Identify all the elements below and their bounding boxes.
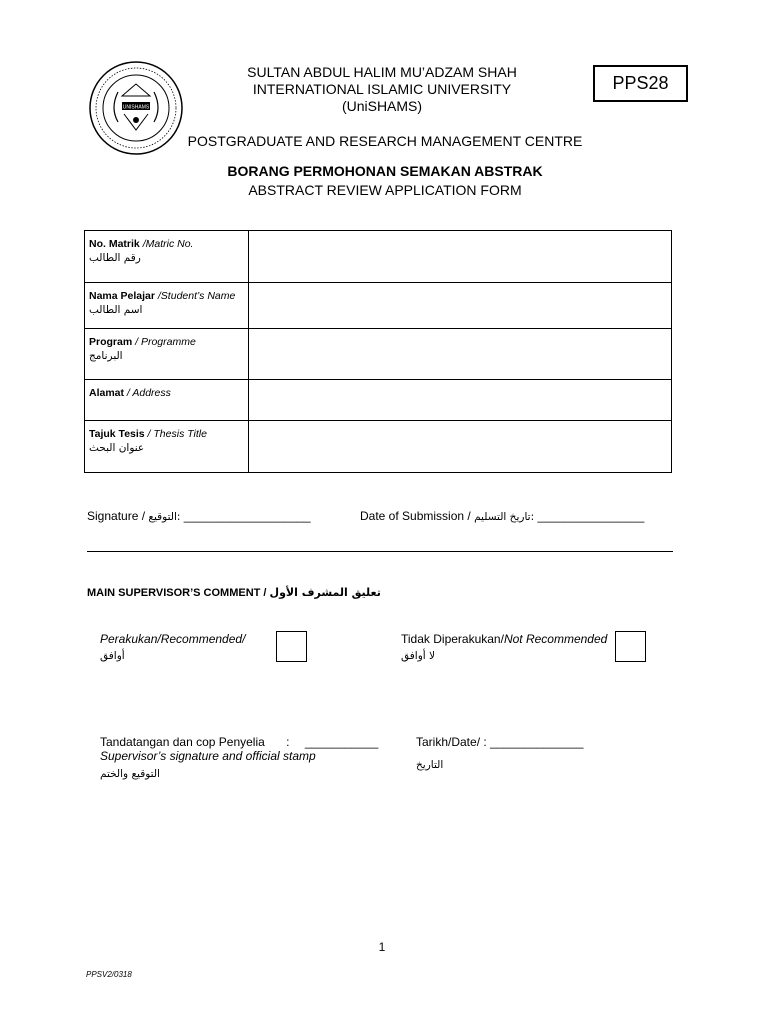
supervisor-date-label: Tarikh/Date/ : — [416, 735, 487, 749]
address-field[interactable] — [249, 380, 672, 421]
not-recommended-english: Not Recommended — [503, 632, 608, 646]
name-english: /Student’s Name — [157, 290, 236, 302]
recommended-arabic: أوافق — [100, 650, 125, 662]
thesis-english: / Thesis Title — [144, 428, 207, 440]
not-recommended-malay: Tidak Diperakukan/ — [401, 632, 504, 646]
matric-malay: No. Matrik — [89, 238, 140, 250]
university-name — [180, 64, 584, 115]
supervisor-date-row — [416, 735, 583, 749]
supervisor-sign-malay: Tandatangan dan cop Penyelia — [100, 735, 265, 749]
not-recommended-label — [401, 632, 607, 662]
signature-row — [87, 509, 311, 523]
form-code-box — [593, 65, 688, 102]
submission-label: Date of Submission / — [360, 509, 471, 523]
row-program — [85, 329, 672, 380]
address-english: / Address — [124, 387, 171, 399]
supervisor-sign-blank[interactable]: ___________ — [304, 735, 379, 749]
name-arabic: اسم الطالب — [89, 304, 143, 316]
name-field[interactable] — [249, 283, 672, 329]
name-malay: Nama Pelajar — [89, 290, 155, 302]
supervisor-date-blank[interactable]: ______________ — [490, 735, 584, 749]
row-thesis — [85, 421, 672, 473]
supervisor-signature-row — [100, 735, 378, 749]
program-field[interactable] — [249, 329, 672, 380]
not-recommended-checkbox[interactable] — [615, 631, 646, 662]
submission-arabic: تاريخ التسليم: — [474, 511, 535, 523]
university-line-3: (UniSHAMS) — [341, 98, 423, 114]
supervisor-heading-arabic: تعليق المشرف الأول — [269, 586, 381, 599]
supervisor-sign-arabic: التوقيع والختم — [100, 768, 160, 780]
supervisor-heading-text: MAIN SUPERVISOR’S COMMENT / — [87, 587, 267, 599]
form-code: PPS28 — [612, 73, 669, 93]
form-title-english: ABSTRACT REVIEW APPLICATION FORM — [248, 182, 522, 198]
thesis-field[interactable] — [249, 421, 672, 473]
submission-blank[interactable]: ________________ — [537, 509, 645, 523]
supervisor-sign-english-text: Supervisor’s signature and official stamp — [100, 749, 316, 763]
row-address — [85, 380, 672, 421]
label-name — [85, 283, 249, 329]
thesis-malay: Tajuk Tesis — [89, 428, 145, 440]
matric-arabic: رقم الطالب — [89, 252, 141, 264]
label-program — [85, 329, 249, 380]
recommended-checkbox[interactable] — [276, 631, 307, 662]
row-name — [85, 283, 672, 329]
page-number: 1 — [378, 940, 386, 954]
recommended-text: Perakukan/Recommended/ — [100, 632, 246, 646]
row-matric — [85, 231, 672, 283]
signature-blank[interactable]: ___________________ — [183, 509, 311, 523]
program-arabic: البرنامج — [89, 350, 123, 362]
logo-text: UNISHAMS — [122, 104, 150, 111]
thesis-arabic: عنوان البحث — [89, 442, 145, 454]
label-matric — [85, 231, 249, 283]
program-malay: Program — [89, 336, 133, 348]
signature-label: Signature / — [87, 509, 146, 523]
separator-line — [87, 551, 673, 552]
supervisor-sign-colon: : — [286, 735, 290, 749]
label-address — [85, 380, 249, 421]
label-thesis — [85, 421, 249, 473]
supervisor-date-arabic: التاريخ — [416, 759, 444, 771]
student-info-table — [84, 230, 672, 473]
program-english: / Programme — [132, 336, 196, 348]
matric-english: /Matric No. — [142, 238, 194, 250]
centre-name: POSTGRADUATE AND RESEARCH MANAGEMENT CENTRE — [187, 133, 583, 149]
form-title-malay: BORANG PERMOHONAN SEMAKAN ABSTRAK — [227, 163, 543, 179]
signature-arabic: التوقيع: — [148, 511, 181, 523]
form-reference: PPSV2/0318 — [86, 970, 132, 979]
not-recommended-arabic: لا أوافق — [401, 650, 436, 662]
matric-field[interactable] — [249, 231, 672, 283]
university-line-1: SULTAN ABDUL HALIM MU’ADZAM SHAH — [247, 64, 517, 80]
supervisor-sign-english — [100, 749, 316, 763]
submission-row — [360, 509, 644, 523]
address-malay: Alamat — [89, 387, 125, 399]
supervisor-heading — [87, 586, 381, 599]
university-line-2: INTERNATIONAL ISLAMIC UNIVERSITY — [252, 81, 512, 97]
recommended-label — [100, 632, 245, 662]
